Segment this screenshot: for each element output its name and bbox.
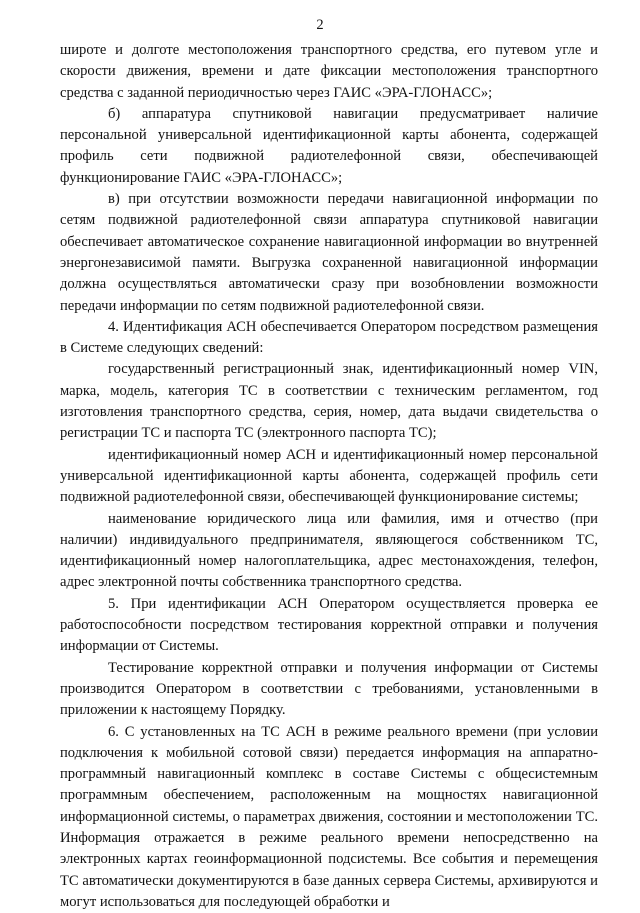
paragraph-v-offline-storage: в) при отсутствии возможности передачи навигационной информации по сетям подвижной радиотелефонной связи аппаратура спутниковой навигации обеспечивает автоматическое сохранение навигационной информации во внутренней энергонезависимой памяти. Выгрузка сохраненной навигационной информации должна осуществляться автоматически сразу при возобновлении возможности передачи информации по сетям подвижной радиотелефонной связи. xyxy=(60,189,598,317)
paragraph-continuation: широте и долготе местоположения транспортного средства, его путевом угле и скорости движения, времени и дате фиксации местоположения транспортного средства с заданной периодичностью через ГАИС «ЭРА-ГЛОНАСС»; xyxy=(60,40,598,104)
paragraph-b-sim-card: б) аппаратура спутниковой навигации предусматривает наличие персональной универсальной идентификационной карты абонента, содержащей профиль сети подвижной радиотелефонной связи, обеспечивающей функционирование ГАИС «ЭРА-ГЛОНАСС»; xyxy=(60,104,598,189)
paragraph-6-realtime-transfer: 6. С установленных на ТС АСН в режиме реального времени (при условии подключения к мобильной сотовой связи) передается информация на аппаратно-программный навигационный комплекс в составе Системы с общесистемным программным обеспечением, расположенным на мощностях навигационной информационной системы, о параметрах движения, состоянии и местоположении ТС. Информация отражается в режиме реального времени непосредственно на электронных картах геоинформационной подсистемы. Все события и перемещения ТС автоматически документируются в базе данных сервера Системы, архивируются и могут использоваться для последующей обработки и xyxy=(60,722,598,913)
paragraph-4-identification: 4. Идентификация АСН обеспечивается Оператором посредством размещения в Системе следующих сведений: xyxy=(60,317,598,360)
paragraph-owner-details: наименование юридического лица или фамилия, имя и отчество (при наличии) индивидуального предпринимателя, являющегося собственником ТС, идентификационный номер налогоплательщика, адрес местонахождения, телефон, адрес электронной почты собственника транспортного средства. xyxy=(60,509,598,594)
paragraph-5-verification: 5. При идентификации АСН Оператором осуществляется проверка ее работоспособности посредством тестирования корректной отправки и получения информации от Системы. xyxy=(60,594,598,658)
paragraph-device-identifiers: идентификационный номер АСН и идентификационный номер персональной универсальной идентификационной карты абонента, содержащей профиль сети подвижной радиотелефонной связи, обеспечивающей функционирование системы; xyxy=(60,445,598,509)
paragraph-vehicle-registration: государственный регистрационный знак, идентификационный номер VIN, марка, модель, категория ТС в соответствии с техническим регламентом, год изготовления транспортного средства, серия, номер, дата выдачи свидетельства о регистрации ТС и паспорта ТС (электронного паспорта ТС); xyxy=(60,359,598,444)
paragraph-testing: Тестирование корректной отправки и получения информации от Системы производится Оператором в соответствии с требованиями, установленными в приложении к настоящему Порядку. xyxy=(60,658,598,722)
page-number: 2 xyxy=(0,16,640,34)
document-body xyxy=(60,40,598,913)
